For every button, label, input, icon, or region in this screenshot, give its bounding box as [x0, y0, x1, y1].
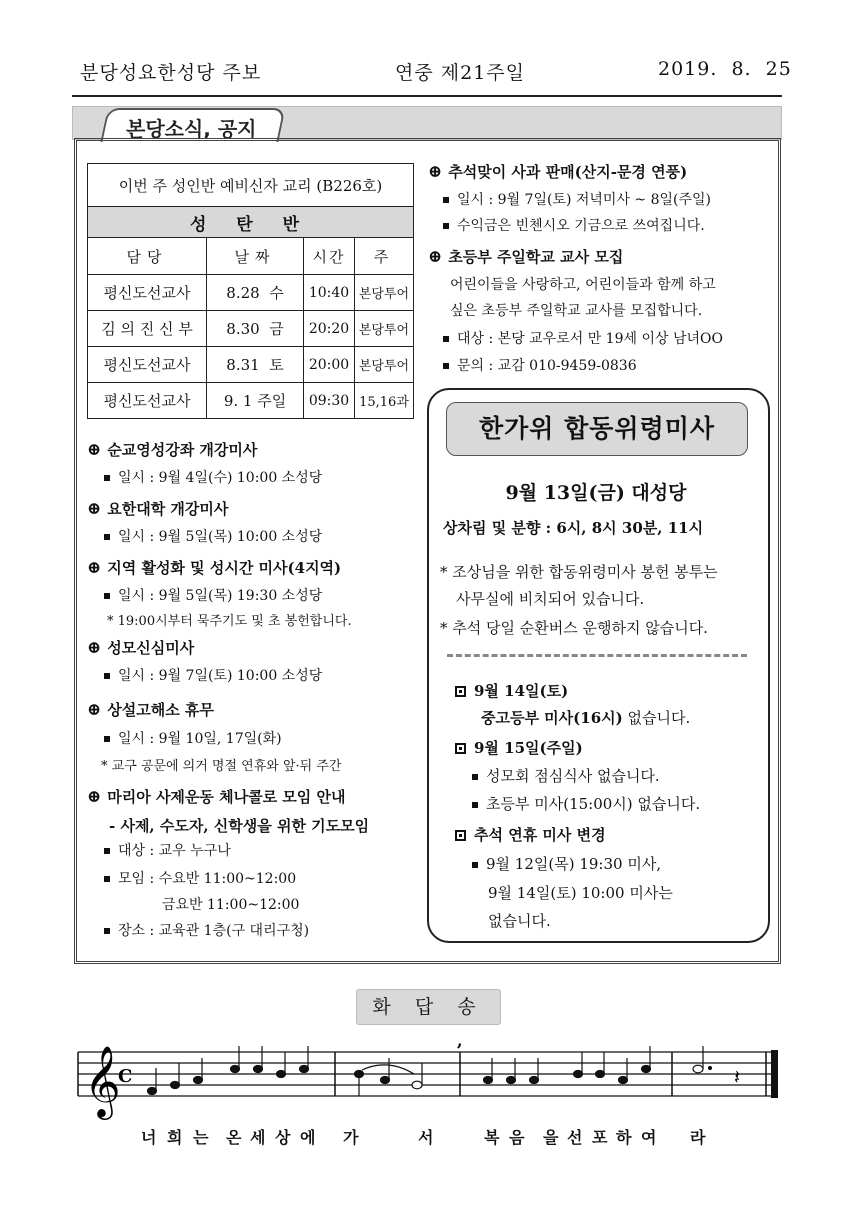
memorial-date: 9월 13일(금) 대성당: [505, 482, 687, 504]
lyric-syllable: 하: [616, 1128, 632, 1147]
cross-circle-icon: ⊕: [428, 162, 443, 182]
notice-line: 문의 : 교감 010-9459-0836: [443, 355, 637, 375]
lyric-syllable: 을: [543, 1128, 559, 1147]
notice-title: ⊕ 마리아 사제운동 체나콜로 모임 안내: [87, 787, 346, 807]
memorial-item-bullet: 9월 12일(목) 19:30 미사,: [472, 853, 661, 874]
cross-circle-icon: ⊕: [87, 787, 102, 807]
bullet-square-icon: [443, 336, 449, 342]
cell-staff: 평신도선교사: [88, 275, 207, 311]
memorial-item-head: 9월 15일(주일): [455, 737, 583, 758]
schedule-subtitle: 성 탄 반: [88, 207, 414, 238]
cell-staff: 평신도선교사: [88, 383, 207, 419]
notice-title: ⊕ 성모신심미사: [87, 638, 195, 658]
lyric-syllable: 복: [484, 1128, 500, 1147]
notice-subtitle: - 사제, 수도자, 신학생을 위한 기도모임: [109, 817, 370, 835]
cell-date: 8.28 수: [207, 275, 304, 311]
bullet-square-icon: [104, 673, 110, 679]
table-row: [88, 383, 414, 419]
bullet-square-icon: [443, 223, 449, 229]
cell-staff: 김 의 진 신 부: [88, 311, 207, 347]
bullet-square-icon: [104, 848, 110, 854]
cell-staff: 평신도선교사: [88, 347, 207, 383]
bullet-square-icon: [472, 802, 478, 808]
col-header-staff: 담당: [88, 238, 207, 275]
bullet-square-icon: [443, 363, 449, 369]
section-tab-title: 본당소식, 공지: [126, 117, 257, 141]
memorial-item-bullet: 성모회 점심식사 없습니다.: [472, 765, 660, 786]
memorial-item-head: 추석 연휴 미사 변경: [455, 824, 606, 845]
lyric-syllable: 희: [167, 1128, 183, 1147]
cell-time: 20:00: [304, 347, 355, 383]
staff-lines: [78, 1052, 778, 1096]
col-header-time: 시간: [304, 238, 355, 275]
cell-topic: 본당투어: [355, 311, 414, 347]
responsorial-psalm-title: 화 답 송: [356, 989, 501, 1025]
bulletin-name: 분당성요한성당 주보: [80, 62, 262, 84]
checkbox-icon: [455, 830, 466, 841]
col-header-topic: 주: [355, 238, 414, 275]
checkbox-icon: [455, 743, 466, 754]
lyric-syllable: 포: [592, 1128, 608, 1147]
lyric-syllable: 에: [300, 1128, 316, 1147]
notice-body: 싶은 초등부 주일학교 교사를 모집합니다.: [450, 303, 703, 319]
cross-circle-icon: ⊕: [87, 499, 102, 519]
notice-line: 수익금은 빈첸시오 기금으로 쓰여집니다.: [443, 215, 705, 235]
memorial-item-body: 중고등부 미사(16시) 없습니다.: [481, 709, 691, 727]
bullet-square-icon: [104, 928, 110, 934]
bulletin-date: 2019. 8. 25: [658, 58, 792, 80]
memorial-item-head: 9월 14일(토): [455, 680, 568, 701]
table-row: [88, 275, 414, 311]
lyric-syllable: 온: [226, 1128, 242, 1147]
memorial-note: 사무실에 비치되어 있습니다.: [456, 590, 645, 608]
notice-title: ⊕ 추석맞이 사과 판매(산지-문경 연풍): [428, 162, 688, 182]
notice-line: 일시 : 9월 5일(목) 19:30 소성당: [104, 585, 322, 605]
cross-circle-icon: ⊕: [87, 440, 102, 460]
cell-date: 9. 1 주일: [207, 383, 304, 419]
notice-title: ⊕ 상설고해소 휴무: [87, 700, 214, 720]
bullet-square-icon: [104, 475, 110, 481]
lyric-syllable: 너: [141, 1128, 157, 1147]
memorial-item-bullet: 초등부 미사(15:00시) 없습니다.: [472, 793, 700, 814]
catechism-schedule-table: [87, 163, 414, 419]
notice-line: 일시 : 9월 7일(토) 10:00 소성당: [104, 665, 322, 685]
lyric-syllable: 상: [275, 1128, 291, 1147]
notice-line: 장소 : 교육관 1층(구 대리구청): [104, 920, 309, 940]
breath-mark-icon: ,: [457, 1031, 463, 1050]
notice-line: 모임 : 수요반 11:00~12:00: [104, 868, 296, 888]
lyric-syllable: 라: [690, 1128, 706, 1147]
memorial-item-cont: 9월 14일(토) 10:00 미사는: [488, 884, 673, 902]
notice-body: 어린이들을 사랑하고, 어린이들과 함께 하고: [450, 277, 716, 293]
music-staff: [70, 1030, 785, 1120]
liturgical-week: 연중 제21주일: [395, 62, 525, 84]
cell-topic: 본당투어: [355, 275, 414, 311]
slur: [362, 1065, 414, 1074]
cell-date: 8.31 토: [207, 347, 304, 383]
dashed-divider: [447, 654, 747, 657]
notice-note: * 교구 공문에 의거 명절 연휴와 앞·뒤 주간: [101, 759, 342, 774]
bullet-square-icon: [104, 593, 110, 599]
cell-time: 20:20: [304, 311, 355, 347]
lyric-syllable: 서: [418, 1128, 434, 1147]
notice-note: * 19:00시부터 묵주기도 및 초 봉헌합니다.: [107, 614, 352, 629]
table-row: [88, 311, 414, 347]
notice-title: ⊕ 요한대학 개강미사: [87, 499, 229, 519]
treble-clef-icon: 𝄞: [84, 1044, 121, 1117]
checkbox-icon: [455, 686, 466, 697]
notice-line: 대상 : 본당 교우로서 만 19세 이상 남녀OO: [443, 328, 723, 348]
notice-line: 일시 : 9월 10일, 17일(화): [104, 728, 282, 748]
schedule-caption: 이번 주 성인반 예비신자 교리 (B226호): [88, 164, 414, 207]
lyric-syllable: 세: [250, 1128, 266, 1147]
col-header-date: 날짜: [207, 238, 304, 275]
lyric-syllable: 음: [509, 1128, 525, 1147]
cell-time: 09:30: [304, 383, 355, 419]
common-time-icon: C: [118, 1066, 133, 1087]
lyric-syllable: 가: [343, 1128, 359, 1147]
cross-circle-icon: ⊕: [87, 558, 102, 578]
quarter-rest-icon: 𝄽: [734, 1065, 741, 1089]
notice-line: 일시 : 9월 5일(목) 10:00 소성당: [104, 526, 322, 546]
cell-date: 8.30 금: [207, 311, 304, 347]
cell-topic: 15,16과: [355, 383, 414, 419]
lyric-syllable: 선: [567, 1128, 583, 1147]
bullet-square-icon: [472, 774, 478, 780]
notice-title: ⊕ 지역 활성화 및 성시간 미사(4지역): [87, 558, 342, 578]
cell-time: 10:40: [304, 275, 355, 311]
notice-line: 대상 : 교우 누구나: [104, 840, 231, 860]
memorial-title: 한가위 합동위령미사: [446, 402, 748, 456]
lyric-syllable: 는: [193, 1128, 209, 1147]
bullet-square-icon: [472, 862, 478, 868]
notice-line: 금요반 11:00~12:00: [162, 897, 300, 913]
notice-line: 일시 : 9월 4일(수) 10:00 소성당: [104, 467, 322, 487]
final-barline: [771, 1050, 778, 1098]
cross-circle-icon: ⊕: [87, 638, 102, 658]
lyric-syllable: 여: [641, 1128, 657, 1147]
memorial-times: 상차림 및 분향 : 6시, 8시 30분, 11시: [443, 519, 704, 537]
notes: [148, 1046, 712, 1096]
cross-circle-icon: ⊕: [428, 247, 443, 267]
table-row: [88, 347, 414, 383]
cross-circle-icon: ⊕: [87, 700, 102, 720]
notice-line: 일시 : 9월 7일(토) 저녁미사 ~ 8일(주일): [443, 189, 711, 209]
memorial-item-cont: 없습니다.: [488, 912, 551, 930]
bullet-square-icon: [443, 197, 449, 203]
bullet-square-icon: [104, 534, 110, 540]
cell-topic: 본당투어: [355, 347, 414, 383]
notice-title: ⊕ 순교영성강좌 개강미사: [87, 440, 258, 460]
header-divider: [72, 95, 782, 97]
memorial-note: * 추석 당일 순환버스 운행하지 않습니다.: [440, 619, 708, 637]
memorial-note: * 조상님을 위한 합동위령미사 봉헌 봉투는: [440, 563, 718, 581]
bullet-square-icon: [104, 736, 110, 742]
notice-title: ⊕ 초등부 주일학교 교사 모집: [428, 247, 624, 267]
bullet-square-icon: [104, 876, 110, 882]
